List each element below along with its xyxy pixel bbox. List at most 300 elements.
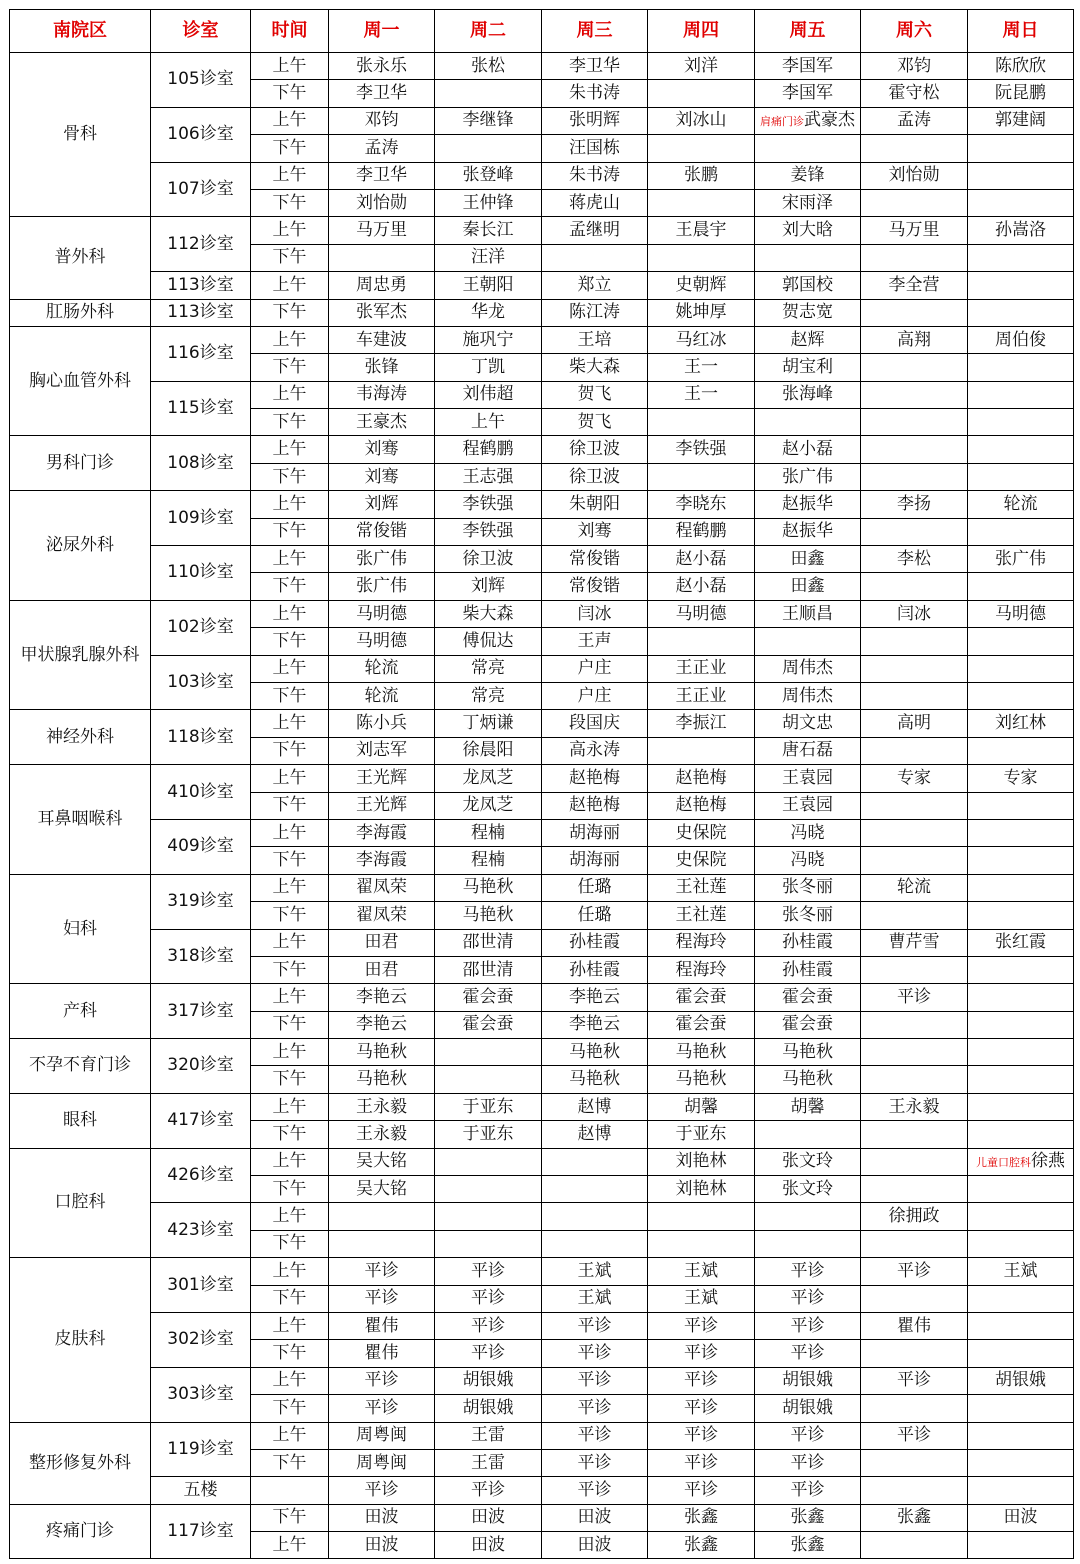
thu-cell: 王晨宇 bbox=[648, 217, 755, 244]
sat-cell bbox=[861, 902, 968, 929]
tue-cell: 程楠 bbox=[435, 847, 542, 874]
thu-cell: 平诊 bbox=[648, 1422, 755, 1449]
sun-cell bbox=[968, 1532, 1074, 1559]
wed-cell: 王声 bbox=[542, 628, 648, 655]
room-cell: 118诊室 bbox=[151, 710, 251, 765]
sat-cell bbox=[861, 655, 968, 682]
sun-cell bbox=[968, 1093, 1074, 1120]
tue-cell: 丁炳谦 bbox=[435, 710, 542, 737]
fri-cell: 冯晓 bbox=[755, 847, 861, 874]
thu-cell: 张鹏 bbox=[648, 162, 755, 189]
thu-cell: 王斌 bbox=[648, 1285, 755, 1312]
sun-cell bbox=[968, 1340, 1074, 1367]
fri-cell: 周伟杰 bbox=[755, 655, 861, 682]
time-cell: 上午 bbox=[251, 217, 329, 244]
sat-cell bbox=[861, 1121, 968, 1148]
sun-cell bbox=[968, 436, 1074, 463]
wed-cell: 张明辉 bbox=[542, 107, 648, 134]
sun-cell: 周伯俊 bbox=[968, 326, 1074, 353]
thu-cell: 王社莲 bbox=[648, 874, 755, 901]
time-cell: 下午 bbox=[251, 1504, 329, 1531]
fri-cell bbox=[755, 244, 861, 271]
sun-cell bbox=[968, 874, 1074, 901]
fri-cell: 张冬丽 bbox=[755, 874, 861, 901]
mon-cell: 韦海涛 bbox=[329, 381, 435, 408]
sun-cell bbox=[968, 1395, 1074, 1422]
time-cell: 下午 bbox=[251, 1066, 329, 1093]
fri-cell: 王袁园 bbox=[755, 765, 861, 792]
table-row bbox=[10, 1504, 1074, 1531]
time-cell: 上午 bbox=[251, 600, 329, 627]
time-cell: 上午 bbox=[251, 1258, 329, 1285]
thu-cell bbox=[648, 409, 755, 436]
sat-cell: 王永毅 bbox=[861, 1093, 968, 1120]
mon-cell bbox=[329, 244, 435, 271]
sun-cell: 轮流 bbox=[968, 491, 1074, 518]
tue-cell: 田波 bbox=[435, 1504, 542, 1531]
room-header: 诊室 bbox=[151, 10, 251, 53]
fri-cell: 宋雨泽 bbox=[755, 189, 861, 216]
thu-cell bbox=[648, 135, 755, 162]
sat-cell: 李松 bbox=[861, 546, 968, 573]
thu-cell: 马明德 bbox=[648, 600, 755, 627]
sun-cell bbox=[968, 628, 1074, 655]
sat-cell bbox=[861, 1011, 968, 1038]
dept-cell: 口腔科 bbox=[10, 1148, 151, 1258]
wed-cell bbox=[542, 1176, 648, 1203]
room-cell: 317诊室 bbox=[151, 984, 251, 1039]
time-cell: 上午 bbox=[251, 162, 329, 189]
wed-cell: 常俊锴 bbox=[542, 573, 648, 600]
time-cell: 下午 bbox=[251, 1121, 329, 1148]
tue-cell bbox=[435, 1066, 542, 1093]
fri-cell bbox=[755, 135, 861, 162]
mon-cell: 瞿伟 bbox=[329, 1312, 435, 1339]
fri-cell: 赵振华 bbox=[755, 491, 861, 518]
table-row bbox=[10, 1148, 1074, 1175]
clinic-note: 肩痛门诊 bbox=[760, 115, 804, 129]
tue-cell bbox=[435, 1203, 542, 1230]
sat-cell: 刘怡勋 bbox=[861, 162, 968, 189]
doctor-name: 武豪杰 bbox=[804, 110, 855, 131]
thu-cell bbox=[648, 189, 755, 216]
tue-cell: 胡银娥 bbox=[435, 1395, 542, 1422]
mon-cell: 孟涛 bbox=[329, 135, 435, 162]
mon-cell: 田波 bbox=[329, 1504, 435, 1531]
thu-cell: 王斌 bbox=[648, 1258, 755, 1285]
mon-cell: 李艳云 bbox=[329, 984, 435, 1011]
table-row bbox=[10, 874, 1074, 901]
thu-cell: 平诊 bbox=[648, 1395, 755, 1422]
sat-cell bbox=[861, 1176, 968, 1203]
wed-cell: 胡海丽 bbox=[542, 847, 648, 874]
thu-cell: 赵小磊 bbox=[648, 546, 755, 573]
time-cell: 上午 bbox=[251, 436, 329, 463]
mon-cell: 轮流 bbox=[329, 682, 435, 709]
tue-cell: 平诊 bbox=[435, 1285, 542, 1312]
room-cell: 106诊室 bbox=[151, 107, 251, 162]
fri-cell: 平诊 bbox=[755, 1285, 861, 1312]
mon-cell: 马万里 bbox=[329, 217, 435, 244]
tue-cell: 刘辉 bbox=[435, 573, 542, 600]
wed-cell: 赵艳梅 bbox=[542, 765, 648, 792]
mon-cell: 田波 bbox=[329, 1532, 435, 1559]
thu-cell: 刘洋 bbox=[648, 53, 755, 80]
sat-cell: 高明 bbox=[861, 710, 968, 737]
room-cell: 302诊室 bbox=[151, 1312, 251, 1367]
fri-cell: 马艳秋 bbox=[755, 1066, 861, 1093]
time-cell: 下午 bbox=[251, 409, 329, 436]
mon-cell: 李海霞 bbox=[329, 847, 435, 874]
table-row bbox=[10, 1258, 1074, 1285]
fri-cell bbox=[755, 1121, 861, 1148]
time-cell: 下午 bbox=[251, 682, 329, 709]
sun-cell: 王斌 bbox=[968, 1258, 1074, 1285]
time-cell: 上午 bbox=[251, 984, 329, 1011]
tue-cell: 邵世清 bbox=[435, 956, 542, 983]
tue-cell bbox=[435, 1148, 542, 1175]
table-row bbox=[10, 1039, 1074, 1066]
tue-cell: 平诊 bbox=[435, 1477, 542, 1504]
table-row bbox=[10, 1422, 1074, 1449]
table-row bbox=[10, 655, 1074, 682]
mon-header: 周一 bbox=[329, 10, 435, 53]
mon-cell: 张永乐 bbox=[329, 53, 435, 80]
sat-cell bbox=[861, 189, 968, 216]
sun-cell bbox=[968, 518, 1074, 545]
thu-cell: 平诊 bbox=[648, 1312, 755, 1339]
mon-cell: 李艳云 bbox=[329, 1011, 435, 1038]
sun-cell bbox=[968, 847, 1074, 874]
table-row bbox=[10, 600, 1074, 627]
tue-cell: 徐晨阳 bbox=[435, 737, 542, 764]
table-row bbox=[10, 710, 1074, 737]
tue-cell: 邵世清 bbox=[435, 929, 542, 956]
mon-cell: 刘怡勋 bbox=[329, 189, 435, 216]
mon-cell: 平诊 bbox=[329, 1477, 435, 1504]
sun-cell bbox=[968, 682, 1074, 709]
tue-cell: 汪洋 bbox=[435, 244, 542, 271]
time-cell: 下午 bbox=[251, 1230, 329, 1257]
sat-cell bbox=[861, 354, 968, 381]
sat-cell bbox=[861, 381, 968, 408]
mon-cell: 周粤闽 bbox=[329, 1422, 435, 1449]
sun-cell bbox=[968, 737, 1074, 764]
wed-cell: 田波 bbox=[542, 1504, 648, 1531]
thu-cell: 史朝辉 bbox=[648, 272, 755, 299]
sat-cell: 霍守松 bbox=[861, 80, 968, 107]
wed-cell: 任璐 bbox=[542, 874, 648, 901]
thu-cell: 马艳秋 bbox=[648, 1039, 755, 1066]
thu-cell bbox=[648, 80, 755, 107]
time-cell: 上午 bbox=[251, 381, 329, 408]
doctor-name: 徐燕 bbox=[1031, 1151, 1065, 1172]
table-row bbox=[10, 1477, 1074, 1504]
tue-cell: 王朝阳 bbox=[435, 272, 542, 299]
tue-cell: 柴大森 bbox=[435, 600, 542, 627]
thu-cell: 李振江 bbox=[648, 710, 755, 737]
tue-cell: 王雷 bbox=[435, 1449, 542, 1476]
tue-cell bbox=[435, 1230, 542, 1257]
dept-cell: 普外科 bbox=[10, 217, 151, 299]
tue-cell: 王志强 bbox=[435, 463, 542, 490]
thu-cell: 王社莲 bbox=[648, 902, 755, 929]
sun-cell bbox=[968, 1176, 1074, 1203]
dept-cell: 甲状腺乳腺外科 bbox=[10, 600, 151, 710]
table-row bbox=[10, 107, 1074, 134]
fri-cell: 平诊 bbox=[755, 1340, 861, 1367]
wed-cell: 常俊锴 bbox=[542, 546, 648, 573]
wed-cell: 平诊 bbox=[542, 1477, 648, 1504]
wed-header: 周三 bbox=[542, 10, 648, 53]
wed-cell: 马艳秋 bbox=[542, 1066, 648, 1093]
sun-cell: 专家 bbox=[968, 765, 1074, 792]
table-row bbox=[10, 1312, 1074, 1339]
wed-cell: 朱书涛 bbox=[542, 162, 648, 189]
sun-cell bbox=[968, 1066, 1074, 1093]
time-cell: 上午 bbox=[251, 874, 329, 901]
fri-cell: 平诊 bbox=[755, 1477, 861, 1504]
fri-cell: 马艳秋 bbox=[755, 1039, 861, 1066]
fri-cell: 胡银娥 bbox=[755, 1395, 861, 1422]
thu-cell bbox=[648, 628, 755, 655]
table-row bbox=[10, 299, 1074, 326]
fri-cell: 胡银娥 bbox=[755, 1367, 861, 1394]
thu-cell: 张鑫 bbox=[648, 1532, 755, 1559]
fri-cell: 胡文忠 bbox=[755, 710, 861, 737]
wed-cell: 平诊 bbox=[542, 1312, 648, 1339]
sat-cell bbox=[861, 135, 968, 162]
mon-cell: 王永毅 bbox=[329, 1093, 435, 1120]
wed-cell: 孙桂霞 bbox=[542, 929, 648, 956]
tue-cell: 龙凤芝 bbox=[435, 765, 542, 792]
fri-cell: 孙桂霞 bbox=[755, 929, 861, 956]
time-cell: 上午 bbox=[251, 491, 329, 518]
tue-cell: 马艳秋 bbox=[435, 874, 542, 901]
thu-cell: 姚坤厚 bbox=[648, 299, 755, 326]
fri-cell bbox=[755, 1230, 861, 1257]
wed-cell: 徐卫波 bbox=[542, 436, 648, 463]
time-cell: 上午 bbox=[251, 1367, 329, 1394]
mon-cell: 刘辉 bbox=[329, 491, 435, 518]
sat-cell bbox=[861, 682, 968, 709]
mon-cell: 吴大铭 bbox=[329, 1148, 435, 1175]
fri-cell: 王顺昌 bbox=[755, 600, 861, 627]
sat-cell: 李全营 bbox=[861, 272, 968, 299]
sun-cell bbox=[968, 655, 1074, 682]
sun-cell: 胡银娥 bbox=[968, 1367, 1074, 1394]
sun-cell bbox=[968, 1203, 1074, 1230]
sun-cell bbox=[968, 1011, 1074, 1038]
time-cell: 上午 bbox=[251, 107, 329, 134]
mon-cell: 车建波 bbox=[329, 326, 435, 353]
mon-cell: 瞿伟 bbox=[329, 1340, 435, 1367]
dept-cell: 整形修复外科 bbox=[10, 1422, 151, 1504]
mon-cell bbox=[329, 1230, 435, 1257]
tue-cell: 刘伟超 bbox=[435, 381, 542, 408]
wed-cell: 平诊 bbox=[542, 1449, 648, 1476]
tue-cell: 龙凤芝 bbox=[435, 792, 542, 819]
time-cell: 下午 bbox=[251, 354, 329, 381]
sat-cell bbox=[861, 244, 968, 271]
dept-cell: 男科门诊 bbox=[10, 436, 151, 491]
wed-cell: 孙桂霞 bbox=[542, 956, 648, 983]
fri-cell: 田鑫 bbox=[755, 546, 861, 573]
sat-cell bbox=[861, 299, 968, 326]
sun-cell bbox=[968, 956, 1074, 983]
thu-header: 周四 bbox=[648, 10, 755, 53]
tue-cell: 王仲锋 bbox=[435, 189, 542, 216]
wed-cell: 王培 bbox=[542, 326, 648, 353]
thu-cell: 王正业 bbox=[648, 655, 755, 682]
mon-cell: 李海霞 bbox=[329, 819, 435, 846]
wed-cell: 胡海丽 bbox=[542, 819, 648, 846]
room-cell: 116诊室 bbox=[151, 326, 251, 381]
thu-cell bbox=[648, 737, 755, 764]
mon-cell: 周粤闽 bbox=[329, 1449, 435, 1476]
sun-cell bbox=[968, 1230, 1074, 1257]
sat-cell: 瞿伟 bbox=[861, 1312, 968, 1339]
sun-cell bbox=[968, 1422, 1074, 1449]
fri-cell: 孙桂霞 bbox=[755, 956, 861, 983]
sat-cell: 曹芹雪 bbox=[861, 929, 968, 956]
dept-cell: 泌尿外科 bbox=[10, 491, 151, 601]
fri-cell: 霍会蚕 bbox=[755, 1011, 861, 1038]
table-row bbox=[10, 436, 1074, 463]
tue-cell: 程楠 bbox=[435, 819, 542, 846]
sat-cell bbox=[861, 1230, 968, 1257]
sat-cell: 平诊 bbox=[861, 1258, 968, 1285]
table-row bbox=[10, 272, 1074, 299]
wed-cell: 段国庆 bbox=[542, 710, 648, 737]
tue-cell: 胡银娥 bbox=[435, 1367, 542, 1394]
sat-cell: 平诊 bbox=[861, 984, 968, 1011]
thu-cell: 平诊 bbox=[648, 1449, 755, 1476]
sat-cell bbox=[861, 1148, 968, 1175]
fri-cell: 平诊 bbox=[755, 1422, 861, 1449]
sun-cell: 马明德 bbox=[968, 600, 1074, 627]
fri-cell bbox=[755, 409, 861, 436]
thu-cell: 李铁强 bbox=[648, 436, 755, 463]
wed-cell: 王斌 bbox=[542, 1285, 648, 1312]
sun-cell bbox=[968, 463, 1074, 490]
wed-cell: 王斌 bbox=[542, 1258, 648, 1285]
sun-cell bbox=[968, 1039, 1074, 1066]
sun-cell: 阮昆鹏 bbox=[968, 80, 1074, 107]
fri-cell: 贺志宽 bbox=[755, 299, 861, 326]
tue-cell: 常亮 bbox=[435, 682, 542, 709]
table-row bbox=[10, 491, 1074, 518]
mon-cell: 刘志军 bbox=[329, 737, 435, 764]
sat-cell: 李扬 bbox=[861, 491, 968, 518]
time-cell: 下午 bbox=[251, 1340, 329, 1367]
sun-cell bbox=[968, 984, 1074, 1011]
wed-cell: 孟继明 bbox=[542, 217, 648, 244]
thu-cell: 程海玲 bbox=[648, 956, 755, 983]
tue-cell: 李铁强 bbox=[435, 491, 542, 518]
dept-cell: 产科 bbox=[10, 984, 151, 1039]
table-row bbox=[10, 984, 1074, 1011]
thu-cell bbox=[648, 244, 755, 271]
table-row bbox=[10, 929, 1074, 956]
time-cell: 下午 bbox=[251, 1449, 329, 1476]
wed-cell: 李艳云 bbox=[542, 1011, 648, 1038]
sat-cell bbox=[861, 1039, 968, 1066]
room-cell: 113诊室 bbox=[151, 299, 251, 326]
room-cell: 410诊室 bbox=[151, 765, 251, 820]
fri-cell: 平诊 bbox=[755, 1312, 861, 1339]
sun-cell: 张广伟 bbox=[968, 546, 1074, 573]
time-cell: 下午 bbox=[251, 1011, 329, 1038]
sat-cell bbox=[861, 1477, 968, 1504]
fri-cell: 冯晓 bbox=[755, 819, 861, 846]
thu-cell: 霍会蚕 bbox=[648, 984, 755, 1011]
tue-cell bbox=[435, 135, 542, 162]
wed-cell: 李卫华 bbox=[542, 53, 648, 80]
dept-cell: 妇科 bbox=[10, 874, 151, 984]
room-cell: 115诊室 bbox=[151, 381, 251, 436]
sun-cell bbox=[968, 902, 1074, 929]
sun-cell bbox=[968, 189, 1074, 216]
fri-cell: 赵小磊 bbox=[755, 436, 861, 463]
fri-cell: 平诊 bbox=[755, 1258, 861, 1285]
sat-cell: 孟涛 bbox=[861, 107, 968, 134]
table-row bbox=[10, 1367, 1074, 1394]
tue-cell: 常亮 bbox=[435, 655, 542, 682]
sat-cell bbox=[861, 819, 968, 846]
time-cell: 上午 bbox=[251, 1532, 329, 1559]
mon-cell: 王光辉 bbox=[329, 765, 435, 792]
wed-cell: 闫冰 bbox=[542, 600, 648, 627]
wed-cell: 高永涛 bbox=[542, 737, 648, 764]
sun-cell bbox=[968, 162, 1074, 189]
sat-cell: 轮流 bbox=[861, 874, 968, 901]
wed-cell bbox=[542, 1203, 648, 1230]
sat-cell bbox=[861, 628, 968, 655]
sat-cell: 马万里 bbox=[861, 217, 968, 244]
fri-cell bbox=[755, 628, 861, 655]
table-row bbox=[10, 1093, 1074, 1120]
sun-cell bbox=[968, 299, 1074, 326]
fri-cell: 胡宝利 bbox=[755, 354, 861, 381]
time-cell: 上午 bbox=[251, 326, 329, 353]
dept-cell: 眼科 bbox=[10, 1093, 151, 1148]
wed-cell: 柴大森 bbox=[542, 354, 648, 381]
mon-cell: 马明德 bbox=[329, 628, 435, 655]
wed-cell: 徐卫波 bbox=[542, 463, 648, 490]
fri-cell: 张文玲 bbox=[755, 1176, 861, 1203]
mon-cell: 王光辉 bbox=[329, 792, 435, 819]
fri-cell: 平诊 bbox=[755, 1449, 861, 1476]
room-cell: 109诊室 bbox=[151, 491, 251, 546]
fri-cell: 张文玲 bbox=[755, 1148, 861, 1175]
dept-cell: 皮肤科 bbox=[10, 1258, 151, 1422]
wed-cell: 户庄 bbox=[542, 655, 648, 682]
tue-cell: 平诊 bbox=[435, 1312, 542, 1339]
room-cell: 108诊室 bbox=[151, 436, 251, 491]
wed-cell: 朱朝阳 bbox=[542, 491, 648, 518]
fri-cell: 郭国校 bbox=[755, 272, 861, 299]
tue-cell: 平诊 bbox=[435, 1258, 542, 1285]
tue-cell: 田波 bbox=[435, 1532, 542, 1559]
sat-cell bbox=[861, 463, 968, 490]
sun-cell bbox=[968, 354, 1074, 381]
table-row bbox=[10, 819, 1074, 846]
mon-cell: 张锋 bbox=[329, 354, 435, 381]
tue-cell: 霍会蚕 bbox=[435, 1011, 542, 1038]
time-cell: 下午 bbox=[251, 956, 329, 983]
header-row bbox=[10, 10, 1074, 53]
